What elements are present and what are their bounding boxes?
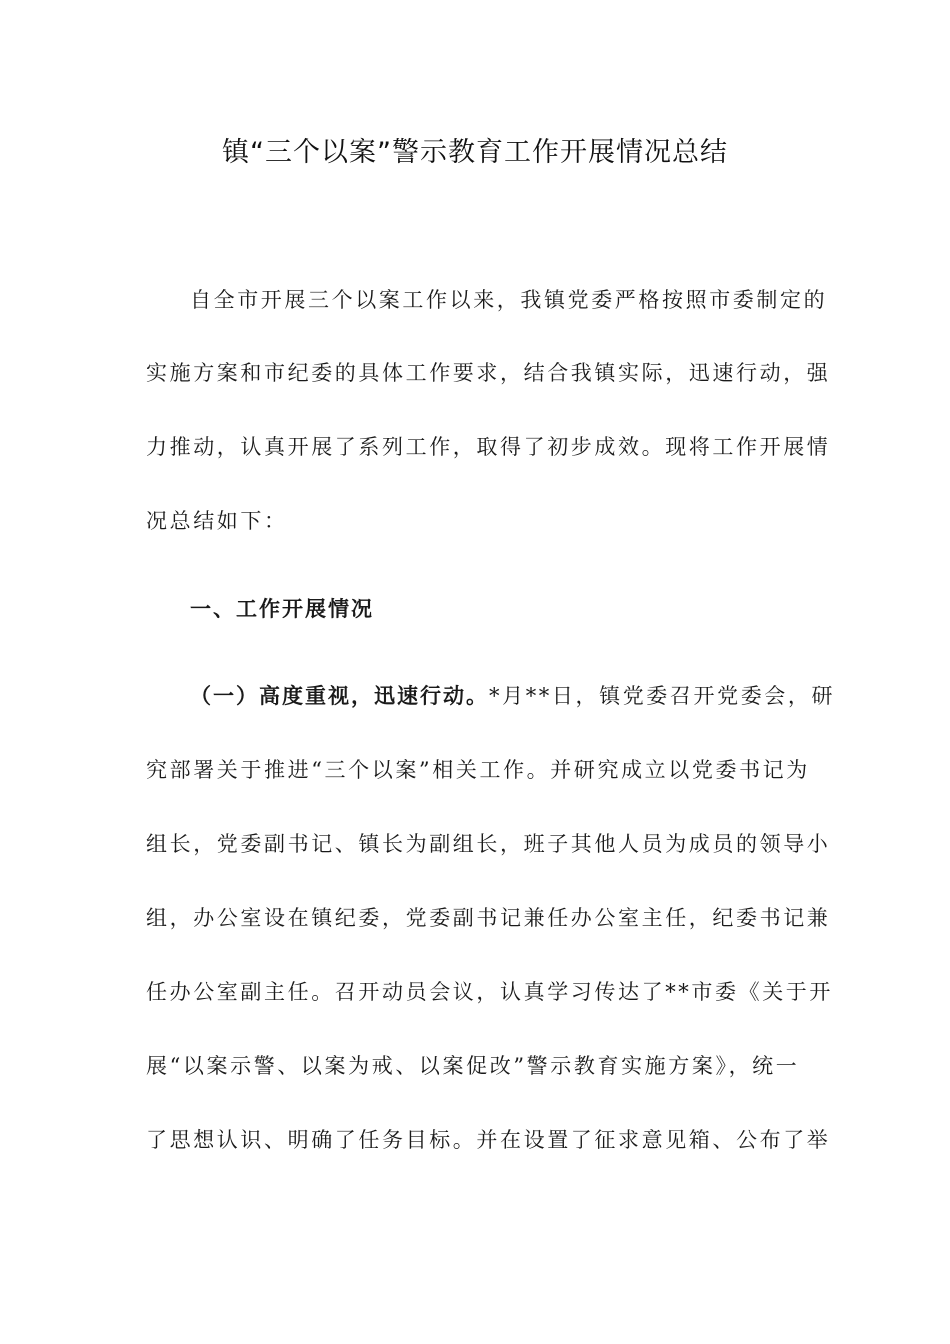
body-line-6: 了思想认识、明确了任务目标。并在设置了征求意见箱、公布了举 <box>146 1128 831 1152</box>
intro-line-1: 自全市开展三个以案工作以来，我镇党委严格按照市委制定的 <box>190 288 828 312</box>
body-line-4: 任办公室副主任。召开动员会议，认真学习传达了**市委《关于开 <box>146 980 833 1004</box>
section-heading: 一、工作开展情况 <box>190 597 374 621</box>
body-line-1: 究部署关于推进“三个以案”相关工作。并研究成立以党委书记为 <box>146 758 810 782</box>
subsection-first-line <box>190 681 835 711</box>
subsection-lead-text: *月**日，镇党委召开党委会，研 <box>489 684 836 708</box>
body-line-5: 展“以案示警、以案为戒、以案促改”警示教育实施方案》，统一 <box>146 1054 800 1078</box>
document-title: 镇“三个以案”警示教育工作开展情况总结 <box>222 137 728 168</box>
subsection-heading: （一）高度重视，迅速行动。 <box>190 684 489 708</box>
intro-line-3: 力推动，认真开展了系列工作，取得了初步成效。现将工作开展情 <box>146 435 831 459</box>
intro-line-2: 实施方案和市纪委的具体工作要求，结合我镇实际，迅速行动，强 <box>146 361 831 385</box>
body-line-3: 组，办公室设在镇纪委，党委副书记兼任办公室主任，纪委书记兼 <box>146 906 831 930</box>
intro-line-4: 况总结如下： <box>146 509 288 533</box>
body-line-2: 组长，党委副书记、镇长为副组长，班子其他人员为成员的领导小 <box>146 832 831 856</box>
